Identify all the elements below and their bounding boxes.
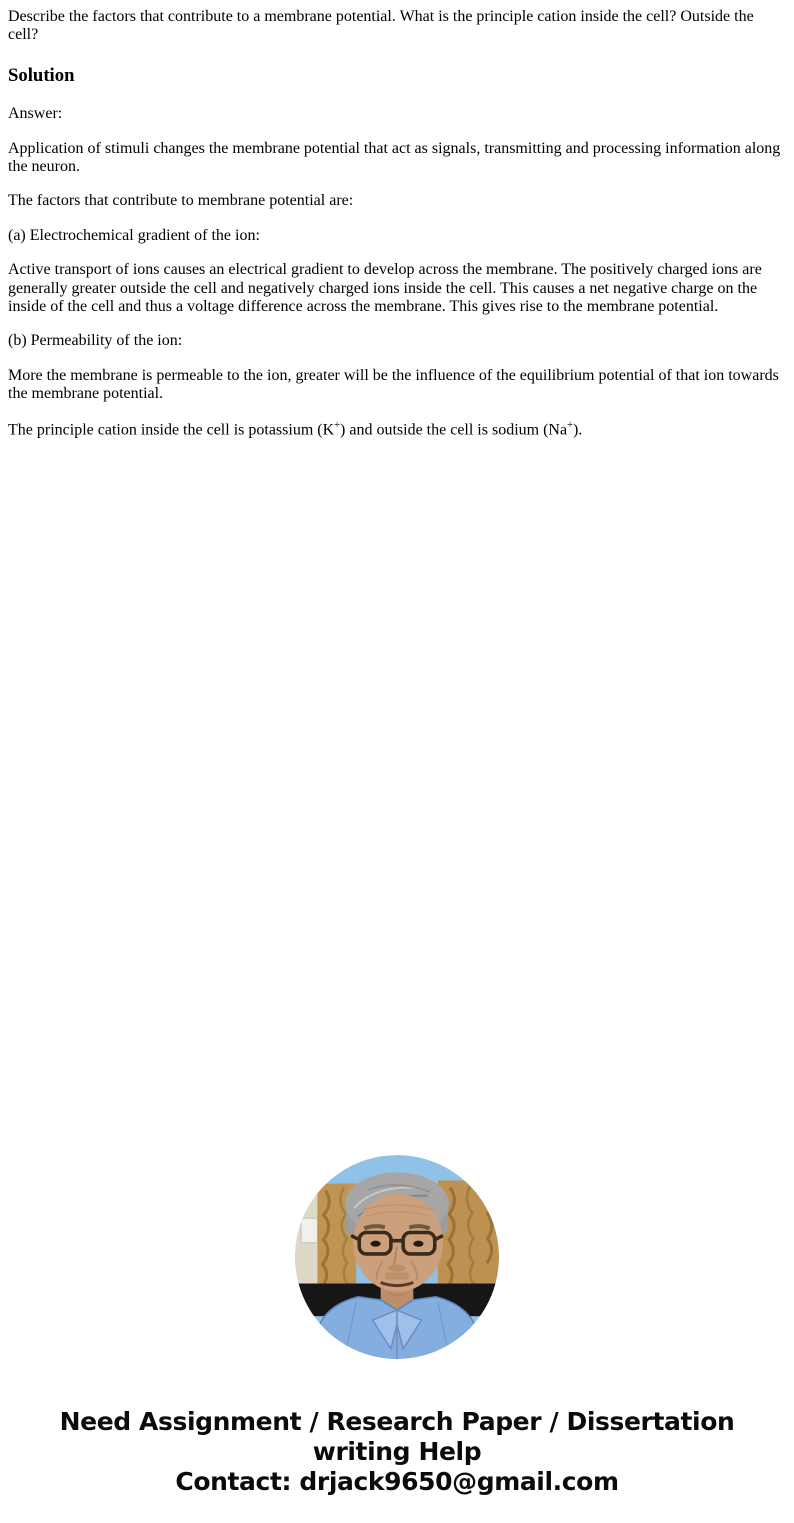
document [8, 8, 786, 1497]
conclusion-text: ). [572, 420, 583, 438]
conclusion-text: ) and outside the cell is sodium (Na [340, 420, 568, 438]
question-text: Describe the factors that contribute to a membrane potential. What is the principle cation inside the cell? Outside the cell? [8, 8, 754, 44]
potassium-superscript: + [334, 419, 341, 431]
avatar-switch-plate [301, 1219, 317, 1243]
sodium-superscript: + [567, 419, 573, 431]
solution-paragraph: Application of stimuli changes the membrane potential that act as signals, transmitting and processing information along the neuron. [8, 139, 781, 176]
footer-line: Need Assignment / Research Paper / Dissertation [59, 1407, 735, 1437]
footer-line: writing Help [312, 1437, 482, 1467]
footer-banner [8, 1407, 786, 1497]
footer-contact-email: Contact: drjack9650@gmail.com [175, 1467, 619, 1497]
conclusion-paragraph [8, 420, 786, 440]
answer-label: Answer: [8, 105, 63, 123]
solution-heading: Solution [8, 64, 75, 86]
solution-paragraph: The factors that contribute to membrane potential are: [8, 192, 354, 210]
tutor-photo-illustration [295, 1155, 499, 1359]
tutor-avatar [295, 1155, 499, 1359]
solution-paragraph: (a) Electrochemical gradient of the ion: [8, 226, 260, 244]
solution-paragraph: (b) Permeability of the ion: [8, 332, 183, 350]
solution-paragraph: More the membrane is permeable to the ion, greater will be the influence of the equilibrium potential of that ion towards the membrane potential. [8, 366, 779, 403]
solution-paragraph: Active transport of ions causes an electrical gradient to develop across the membrane. The positively charged ions are generally greater outside the cell and negatively charged ions inside the cell. This causes a net negative charge on the inside of the cell and thus a voltage difference across the membrane. This gives rise to the membrane potential. [8, 261, 762, 316]
conclusion-text: The principle cation inside the cell is potassium (K [8, 420, 335, 438]
